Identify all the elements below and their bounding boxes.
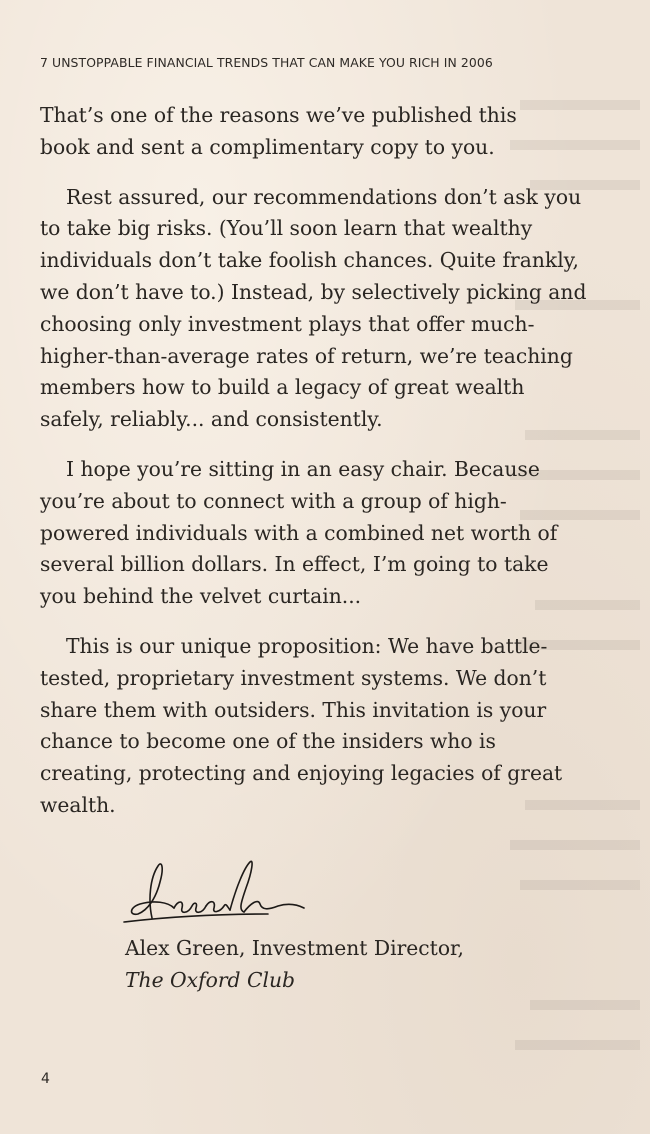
text-line: book and sent a complimentary copy to you.	[40, 134, 495, 159]
text-line: individuals don’t take foolish chances. Quite frankly,	[40, 248, 579, 273]
text-line: you’re about to connect with a group of high-	[40, 488, 507, 513]
text-line: safely, reliably... and consistently.	[40, 407, 383, 432]
author-name-title: Alex Green, Investment Director,	[125, 936, 464, 960]
text-line: wealth.	[40, 792, 116, 817]
letter-body	[40, 100, 610, 840]
running-head: 7 UNSTOPPABLE FINANCIAL TRENDS THAT CAN MAKE YOU RICH IN 2006	[40, 55, 493, 70]
text-line: This is our unique proposition: We have battle-	[66, 633, 548, 658]
text-line: That’s one of the reasons we’ve published this	[40, 103, 517, 127]
paragraph-1	[40, 100, 610, 164]
text-line: you behind the velvet curtain...	[40, 584, 362, 609]
text-line: several billion dollars. In effect, I’m going to take	[40, 552, 549, 577]
paragraph-4	[40, 631, 610, 822]
page-number: 4	[41, 1071, 50, 1087]
text-line: we don’t have to.) Instead, by selectively picking and	[40, 279, 587, 304]
signoff-block	[125, 932, 464, 996]
text-line: powered individuals with a combined net worth of	[40, 520, 558, 545]
text-line: choosing only investment plays that offer much-	[40, 311, 535, 336]
text-line: chance to become one of the insiders who is	[40, 729, 496, 754]
handwritten-signature	[118, 848, 308, 934]
text-line: I hope you’re sitting in an easy chair. Because	[66, 456, 540, 481]
text-line: members how to build a legacy of great wealth	[40, 375, 525, 400]
text-line: higher-than-average rates of return, we’re teaching	[40, 343, 573, 368]
text-line: Rest assured, our recommendations don’t ask you	[66, 184, 582, 209]
text-line: to take big risks. (You’ll soon learn that wealthy	[40, 216, 533, 241]
organization-name: The Oxford Club	[125, 968, 295, 992]
text-line: share them with outsiders. This invitation is your	[40, 697, 547, 722]
paragraph-3	[40, 454, 610, 613]
text-line: creating, protecting and enjoying legacies of great	[40, 761, 563, 786]
paragraph-2	[40, 182, 610, 436]
text-line: tested, proprietary investment systems. We don’t	[40, 665, 547, 690]
